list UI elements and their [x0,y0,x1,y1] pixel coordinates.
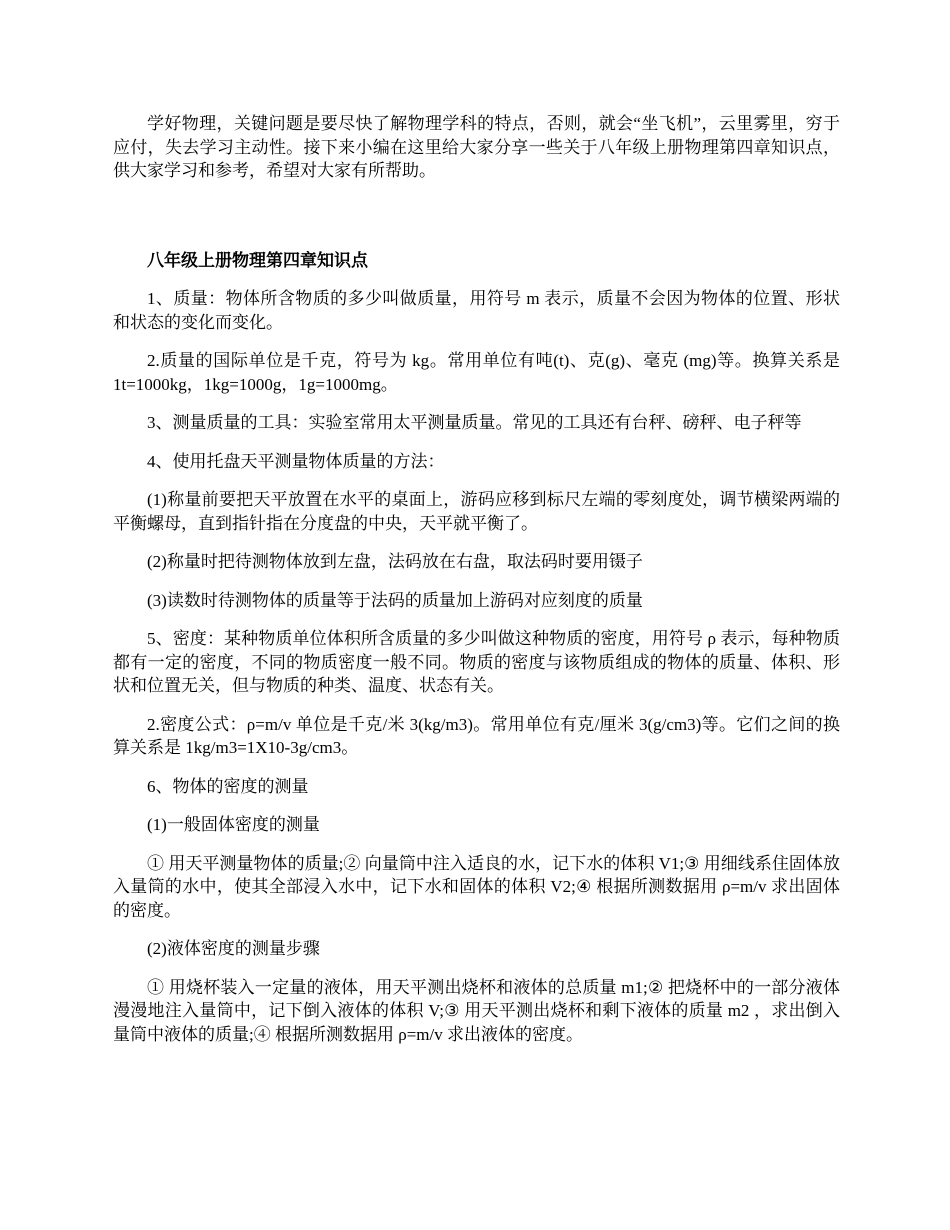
paragraph-liquid-density-title: (2)液体密度的测量步骤 [147,939,320,958]
paragraph-balance-step-2: (2)称量时把待测物体放到左盘，法码放在右盘，取法码时要用镊子 [147,552,643,571]
paragraph-balance-step-1: (1)称量前要把天平放置在水平的桌面上，游码应移到标尺左端的零刻度处，调节横梁两端的平衡螺母，直到指针指在分度盘的中央，天平就平衡了。 [113,490,840,533]
paragraph-mass-definition: 1、质量：物体所含物质的多少叫做质量，用符号 m 表示，质量不会因为物体的位置、形状和状态的变化而变化。 [113,289,840,332]
paragraph-density-formula: 2.密度公式：ρ=m/v 单位是千克/米 3(kg/m3)。常用单位有克/厘米 3(g/cm3)等。它们之间的换算关系是 1kg/m3=1X10-3g/cm3。 [113,714,840,757]
paragraph-balance-step-3: (3)读数时待测物体的质量等于法码的质量加上游码对应刻度的质量 [147,590,643,610]
paragraph-solid-density-title: (1)一般固体密度的测量 [147,815,320,834]
paragraph-liquid-density-steps: ① 用烧杯装入一定量的液体，用天平测出烧杯和液体的总质量 m1;② 把烧杯中的一部分液体漫漫地注入量筒中，记下倒入液体的体积 V;③ 用天平测出烧杯和剩下液体的质量 m2 ，求出倒入量筒中液体的质量;④ 根据所测数据用 ρ=m/v 求出液体的密度。 [113,977,840,1044]
paragraph-density-definition: 5、密度：某种物质单位体积所含质量的多少叫做这种物质的密度，用符号 ρ 表示，每种物质都有一定的密度，不同的物质密度一般不同。物质的密度与该物质组成的物体的质量、体积、形状和位置无关，但与物质的种类、温度、状态有关。 [113,629,840,695]
paragraph-balance-method: 4、使用托盘天平测量物体质量的方法： [147,451,445,471]
paragraph-mass-units: 2.质量的国际单位是千克，符号为 kg。常用单位有吨(t)、克(g)、毫克 (mg)等。换算关系是 1t=1000kg，1kg=1000g，1g=1000mg。 [113,351,840,394]
intro-paragraph: 学好物理，关键问题是要尽快了解物理学科的特点，否则，就会“坐飞机”，云里雾里，穷于应付，失去学习主动性。接下来小编在这里给大家分享一些关于八年级上册物理第四章知识点，供大家学习和参考，希望对大家有所帮助。 [113,114,840,180]
document-body [113,112,840,1061]
paragraph-mass-tools: 3、测量质量的工具：实验室常用太平测量质量。常见的工具还有台秤、磅秤、电子秤等 [147,413,802,432]
paragraph-density-measurement: 6、物体的密度的测量 [147,776,309,796]
paragraph-solid-density-steps: ① 用天平测量物体的质量;② 向量筒中注入适良的水，记下水的体积 V1;③ 用细线系住固体放入量筒的水中，使其全部浸入水中，记下水和固体的体积 V2;④ 根据所测数据用 ρ=m/v 求出固体的密度。 [113,853,840,920]
section-heading: 八年级上册物理第四章知识点 [147,250,368,270]
